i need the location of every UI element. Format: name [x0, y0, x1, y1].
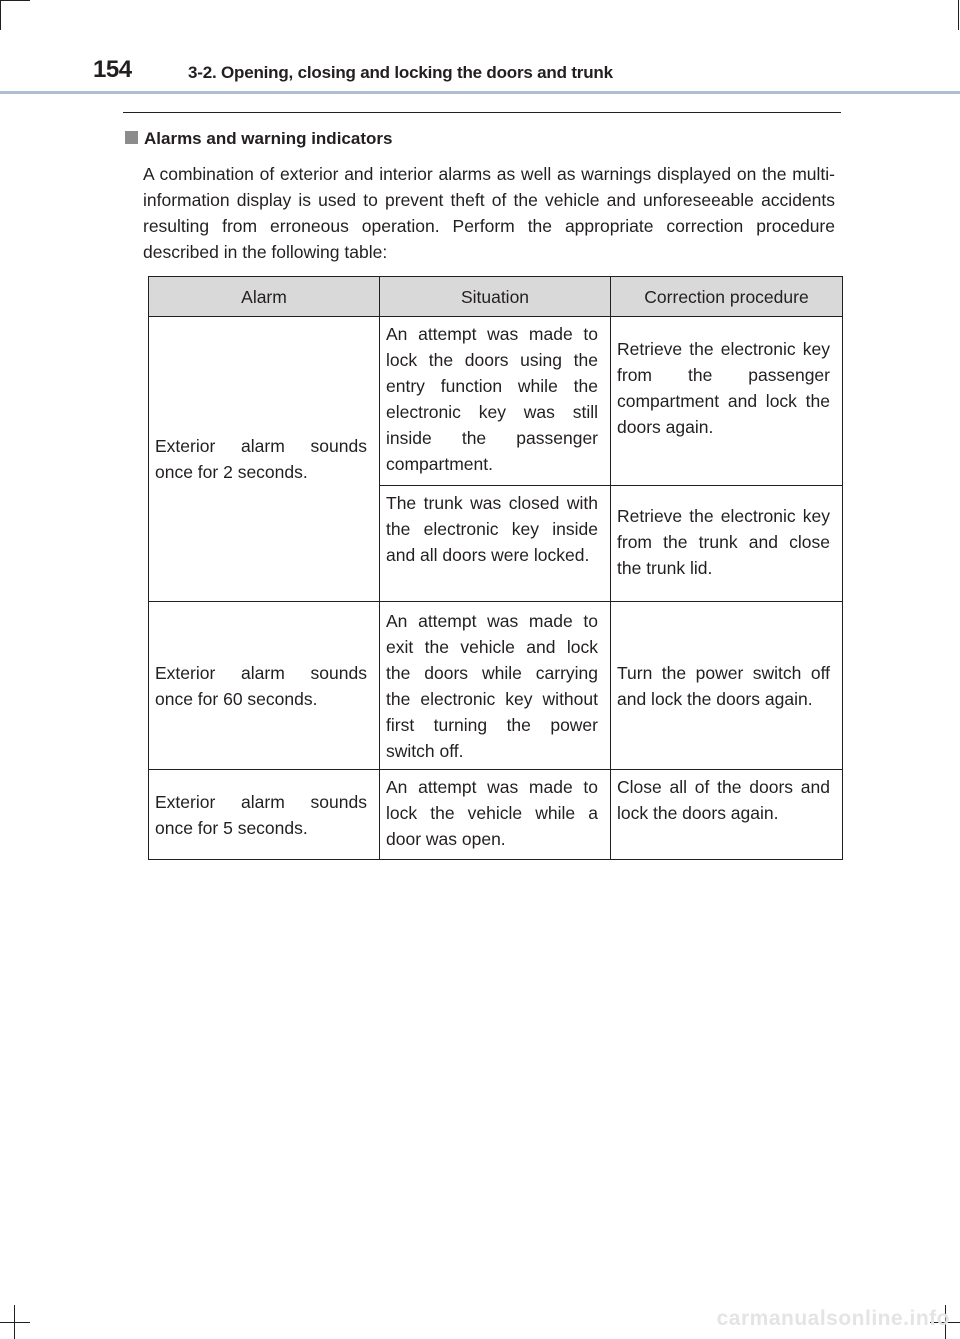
- crop-mark-bottom-left-h: [0, 1322, 30, 1323]
- situation-cell: An attempt was made to exit the vehicle and lock the doors while carrying the electronic key without first turning the power switch off.: [380, 602, 611, 770]
- intro-paragraph: A combination of exterior and interior alarms as well as warnings displayed on the multi-information display is used to prevent theft of the vehicle and unforeseeable accidents resulting from erroneous operation. Perform the appropriate correction procedure described in the following table:: [143, 164, 835, 262]
- section-divider: [123, 112, 841, 113]
- table-row: [149, 770, 843, 860]
- alarm-cell: Exterior alarm sounds once for 60 seconds.: [149, 602, 380, 770]
- alarm-cell: Exterior alarm sounds once for 5 seconds.: [149, 770, 380, 860]
- alarm-cell: Exterior alarm sounds once for 2 seconds.: [149, 317, 380, 602]
- section-heading-text: Alarms and warning indicators: [144, 129, 393, 148]
- situation-cell: An attempt was made to lock the doors using the entry function while the electronic key was still inside the passenger compartment.: [380, 317, 611, 486]
- page-header: [0, 0, 960, 100]
- correction-cell: Turn the power switch off and lock the doors again.: [611, 602, 843, 770]
- column-header-correction: Correction procedure: [611, 277, 843, 317]
- column-header-alarm: Alarm: [149, 277, 380, 317]
- square-bullet-icon: [125, 131, 138, 144]
- correction-cell: Retrieve the electronic key from the passenger compartment and lock the doors again.: [611, 317, 843, 486]
- header-divider: [0, 91, 960, 94]
- situation-cell: An attempt was made to lock the vehicle while a door was open.: [380, 770, 611, 860]
- correction-cell: Close all of the doors and lock the doors again.: [611, 770, 843, 860]
- page-number: 154: [93, 56, 132, 83]
- chapter-title: 3-2. Opening, closing and locking the doors and trunk: [188, 63, 613, 82]
- table-row: [149, 602, 843, 770]
- correction-cell: Retrieve the electronic key from the trunk and close the trunk lid.: [611, 486, 843, 602]
- table-header-row: [149, 277, 843, 317]
- table-row: [149, 317, 843, 486]
- situation-cell: The trunk was closed with the electronic key inside and all doors were locked.: [380, 486, 611, 602]
- alarm-table: [148, 276, 843, 860]
- column-header-situation: Situation: [380, 277, 611, 317]
- watermark: carmanualsonline.info: [716, 1307, 950, 1330]
- section-heading: [125, 128, 392, 150]
